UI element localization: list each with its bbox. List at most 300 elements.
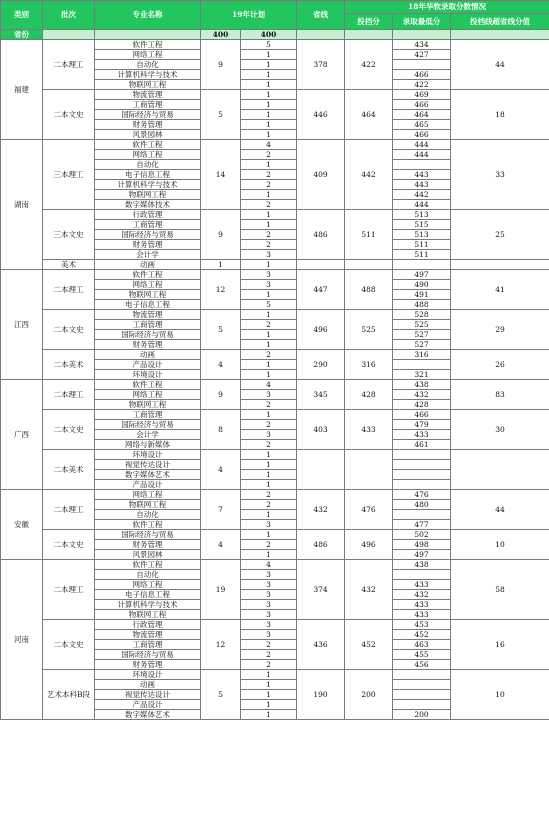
- major-name-cell: 物联网工程: [95, 610, 201, 620]
- plan-count-cell: 2: [241, 230, 297, 240]
- plan-count-cell: 2: [241, 540, 297, 550]
- province-line-cell: 446: [297, 90, 345, 140]
- batch-cell: 二本理工: [43, 380, 95, 410]
- diff-cell: 41: [451, 270, 549, 310]
- diff-cell: 29: [451, 310, 549, 350]
- min-score-cell: 452: [393, 630, 451, 640]
- major-name-cell: 自动化: [95, 570, 201, 580]
- diff-cell: 18: [451, 90, 549, 140]
- plan-total-cell: 5: [201, 90, 241, 140]
- plan-count-cell: 1: [241, 60, 297, 70]
- major-name-cell: 物联网工程: [95, 190, 201, 200]
- major-name-cell: 网络工程: [95, 50, 201, 60]
- province-line-cell: 403: [297, 410, 345, 450]
- min-score-cell: [393, 480, 451, 490]
- table-row: [1, 530, 549, 540]
- plan-count-cell: 1: [241, 210, 297, 220]
- plan-count-cell: 1: [241, 510, 297, 520]
- batch-cell: 二本文史: [43, 620, 95, 670]
- min-score-cell: 513: [393, 210, 451, 220]
- diff-cell: 10: [451, 670, 549, 720]
- plan-total-cell: 1: [201, 260, 241, 270]
- major-name-cell: 计算机科学与技术: [95, 180, 201, 190]
- header-2018-admission: 18年华软录取分数情况: [345, 1, 549, 14]
- header-category: 类别: [1, 1, 43, 30]
- major-name-cell: 产品设计: [95, 700, 201, 710]
- header-major: 专业名称: [95, 1, 201, 30]
- plan-count-cell: 1: [241, 700, 297, 710]
- major-name-cell: 自动化: [95, 60, 201, 70]
- plan-count-cell: 2: [241, 400, 297, 410]
- table-row: [1, 450, 549, 460]
- province-line-cell: 436: [297, 620, 345, 670]
- plan-count-cell: 1: [241, 680, 297, 690]
- plan-total-cell: 9: [201, 210, 241, 260]
- major-name-cell: 软件工程: [95, 40, 201, 50]
- plan-count-cell: 5: [241, 40, 297, 50]
- plan-count-cell: 1: [241, 260, 297, 270]
- diff-cell: 44: [451, 40, 549, 90]
- min-score-cell: 443: [393, 170, 451, 180]
- file-score-cell: 452: [345, 620, 393, 670]
- file-score-cell: 200: [345, 670, 393, 720]
- min-score-cell: [393, 690, 451, 700]
- province-line-cell: 345: [297, 380, 345, 410]
- min-score-cell: [393, 260, 451, 270]
- subtotal-plan-sum: 400: [241, 30, 297, 40]
- major-name-cell: 计算机科学与技术: [95, 600, 201, 610]
- major-name-cell: 物流管理: [95, 310, 201, 320]
- file-score-cell: 488: [345, 270, 393, 310]
- table-row: [1, 40, 549, 50]
- batch-cell: 艺术本科B段: [43, 670, 95, 720]
- plan-count-cell: 1: [241, 550, 297, 560]
- plan-count-cell: 2: [241, 350, 297, 360]
- min-score-cell: [393, 570, 451, 580]
- min-score-cell: 466: [393, 70, 451, 80]
- plan-count-cell: 3: [241, 590, 297, 600]
- major-name-cell: 产品设计: [95, 480, 201, 490]
- plan-total-cell: 4: [201, 350, 241, 380]
- batch-cell: 二本文史: [43, 310, 95, 350]
- min-score-cell: [393, 680, 451, 690]
- plan-count-cell: 1: [241, 160, 297, 170]
- plan-count-cell: 2: [241, 200, 297, 210]
- table-row: [1, 210, 549, 220]
- plan-count-cell: 2: [241, 650, 297, 660]
- major-name-cell: 环境设计: [95, 370, 201, 380]
- file-score-cell: 316: [345, 350, 393, 380]
- major-name-cell: 电子信息工程: [95, 170, 201, 180]
- major-name-cell: 行政管理: [95, 210, 201, 220]
- province-line-cell: [297, 260, 345, 270]
- min-score-cell: 466: [393, 130, 451, 140]
- batch-cell: 二本美术: [43, 350, 95, 380]
- major-name-cell: 软件工程: [95, 560, 201, 570]
- major-name-cell: 网络与新媒体: [95, 440, 201, 450]
- table-row: [1, 620, 549, 630]
- province-line-cell: [297, 450, 345, 490]
- subtotal-blank: [393, 30, 451, 40]
- major-name-cell: 网络工程: [95, 280, 201, 290]
- major-name-cell: 财务管理: [95, 540, 201, 550]
- min-score-cell: [393, 60, 451, 70]
- batch-cell: 二本文史: [43, 410, 95, 450]
- min-score-cell: 444: [393, 200, 451, 210]
- min-score-cell: 200: [393, 710, 451, 720]
- plan-count-cell: 2: [241, 320, 297, 330]
- major-name-cell: 软件工程: [95, 520, 201, 530]
- plan-count-cell: 2: [241, 660, 297, 670]
- major-name-cell: 财务管理: [95, 120, 201, 130]
- file-score-cell: 511: [345, 210, 393, 260]
- header-province-line: 省线: [297, 1, 345, 30]
- plan-count-cell: 2: [241, 440, 297, 450]
- major-name-cell: 国际经济与贸易: [95, 530, 201, 540]
- min-score-cell: 527: [393, 340, 451, 350]
- province-line-cell: 486: [297, 210, 345, 260]
- major-name-cell: 物流管理: [95, 90, 201, 100]
- major-name-cell: 软件工程: [95, 270, 201, 280]
- diff-cell: 10: [451, 530, 549, 560]
- major-name-cell: 国际经济与贸易: [95, 420, 201, 430]
- min-score-cell: 491: [393, 290, 451, 300]
- file-score-cell: 432: [345, 560, 393, 620]
- header-batch: 批次: [43, 1, 95, 30]
- min-score-cell: [393, 160, 451, 170]
- file-score-cell: 442: [345, 140, 393, 210]
- major-name-cell: 会计学: [95, 250, 201, 260]
- plan-total-cell: 5: [201, 310, 241, 350]
- min-score-cell: 432: [393, 390, 451, 400]
- diff-cell: 25: [451, 210, 549, 260]
- plan-count-cell: 1: [241, 690, 297, 700]
- major-name-cell: 动画: [95, 350, 201, 360]
- plan-count-cell: 1: [241, 310, 297, 320]
- plan-count-cell: 3: [241, 270, 297, 280]
- file-score-cell: 428: [345, 380, 393, 410]
- major-name-cell: 行政管理: [95, 620, 201, 630]
- min-score-cell: 434: [393, 40, 451, 50]
- header-diff: 投档线超省线分值: [451, 14, 549, 30]
- plan-count-cell: 1: [241, 670, 297, 680]
- plan-count-cell: 1: [241, 340, 297, 350]
- file-score-cell: [345, 260, 393, 270]
- major-name-cell: 风景园林: [95, 550, 201, 560]
- file-score-cell: 525: [345, 310, 393, 350]
- plan-total-cell: 9: [201, 380, 241, 410]
- file-score-cell: 496: [345, 530, 393, 560]
- plan-count-cell: 1: [241, 470, 297, 480]
- min-score-cell: 502: [393, 530, 451, 540]
- province-line-cell: 409: [297, 140, 345, 210]
- min-score-cell: 466: [393, 100, 451, 110]
- subtotal-blank: [43, 30, 95, 40]
- min-score-cell: 515: [393, 220, 451, 230]
- subtotal-blank: [297, 30, 345, 40]
- plan-count-cell: 1: [241, 410, 297, 420]
- diff-cell: 26: [451, 350, 549, 380]
- min-score-cell: 427: [393, 50, 451, 60]
- plan-total-cell: 4: [201, 450, 241, 490]
- min-score-cell: 490: [393, 280, 451, 290]
- table-row: [1, 90, 549, 100]
- table-row: [1, 380, 549, 390]
- province-line-cell: 447: [297, 270, 345, 310]
- plan-count-cell: 3: [241, 620, 297, 630]
- major-name-cell: 视觉传达设计: [95, 460, 201, 470]
- plan-total-cell: 14: [201, 140, 241, 210]
- province-cell: 广西: [1, 380, 43, 490]
- table-row: [1, 310, 549, 320]
- province-cell: 河南: [1, 560, 43, 720]
- min-score-cell: 455: [393, 650, 451, 660]
- min-score-cell: [393, 670, 451, 680]
- batch-cell: 二本文史: [43, 90, 95, 140]
- province-cell: 江西: [1, 270, 43, 380]
- plan-count-cell: 3: [241, 570, 297, 580]
- major-name-cell: 环境设计: [95, 450, 201, 460]
- province-cell: 湖南: [1, 140, 43, 270]
- major-name-cell: 工商管理: [95, 640, 201, 650]
- major-name-cell: 网络工程: [95, 390, 201, 400]
- min-score-cell: [393, 460, 451, 470]
- min-score-cell: 433: [393, 610, 451, 620]
- province-cell: 安徽: [1, 490, 43, 560]
- plan-total-cell: 19: [201, 560, 241, 620]
- plan-count-cell: 4: [241, 140, 297, 150]
- province-line-cell: 190: [297, 670, 345, 720]
- plan-count-cell: 3: [241, 390, 297, 400]
- plan-count-cell: 1: [241, 370, 297, 380]
- diff-cell: 83: [451, 380, 549, 410]
- file-score-cell: 422: [345, 40, 393, 90]
- min-score-cell: 480: [393, 500, 451, 510]
- min-score-cell: 444: [393, 140, 451, 150]
- min-score-cell: 511: [393, 240, 451, 250]
- province-line-cell: 290: [297, 350, 345, 380]
- plan-count-cell: 1: [241, 130, 297, 140]
- plan-count-cell: 5: [241, 300, 297, 310]
- major-name-cell: 网络工程: [95, 490, 201, 500]
- subtotal-blank: [95, 30, 201, 40]
- plan-count-cell: 1: [241, 190, 297, 200]
- major-name-cell: 风景园林: [95, 130, 201, 140]
- min-score-cell: 438: [393, 380, 451, 390]
- major-name-cell: 数字媒体艺术: [95, 470, 201, 480]
- header-file-score: 投档分: [345, 14, 393, 30]
- major-name-cell: 国际经济与贸易: [95, 330, 201, 340]
- batch-cell: 三本文史: [43, 210, 95, 260]
- major-name-cell: 会计学: [95, 430, 201, 440]
- table-row: [1, 270, 549, 280]
- min-score-cell: 497: [393, 270, 451, 280]
- major-name-cell: 物联网工程: [95, 290, 201, 300]
- file-score-cell: 464: [345, 90, 393, 140]
- diff-cell: [451, 450, 549, 490]
- min-score-cell: 433: [393, 580, 451, 590]
- file-score-cell: 433: [345, 410, 393, 450]
- table-row: [1, 140, 549, 150]
- min-score-cell: 527: [393, 330, 451, 340]
- plan-total-cell: 12: [201, 270, 241, 310]
- plan-count-cell: 1: [241, 360, 297, 370]
- major-name-cell: 财务管理: [95, 340, 201, 350]
- province-cell: 福建: [1, 40, 43, 140]
- batch-cell: 三本理工: [43, 140, 95, 210]
- batch-cell: 二本理工: [43, 40, 95, 90]
- plan-count-cell: 1: [241, 80, 297, 90]
- diff-cell: 58: [451, 560, 549, 620]
- min-score-cell: 463: [393, 640, 451, 650]
- plan-total-cell: 4: [201, 530, 241, 560]
- min-score-cell: 511: [393, 250, 451, 260]
- min-score-cell: [393, 700, 451, 710]
- min-score-cell: 469: [393, 90, 451, 100]
- major-name-cell: 动画: [95, 260, 201, 270]
- min-score-cell: 422: [393, 80, 451, 90]
- major-name-cell: 物联网工程: [95, 500, 201, 510]
- min-score-cell: [393, 510, 451, 520]
- table-row: [1, 260, 549, 270]
- min-score-cell: 513: [393, 230, 451, 240]
- plan-count-cell: 1: [241, 70, 297, 80]
- batch-cell: 二本美术: [43, 450, 95, 490]
- batch-cell: 二本理工: [43, 490, 95, 530]
- plan-count-cell: 2: [241, 240, 297, 250]
- province-line-cell: 378: [297, 40, 345, 90]
- table-row: [1, 490, 549, 500]
- plan-total-cell: 7: [201, 490, 241, 530]
- min-score-cell: 444: [393, 150, 451, 160]
- major-name-cell: 软件工程: [95, 380, 201, 390]
- min-score-cell: 442: [393, 190, 451, 200]
- major-name-cell: 动画: [95, 680, 201, 690]
- plan-count-cell: 2: [241, 170, 297, 180]
- plan-count-cell: 2: [241, 180, 297, 190]
- plan-count-cell: 1: [241, 450, 297, 460]
- major-name-cell: 网络工程: [95, 580, 201, 590]
- min-score-cell: 438: [393, 560, 451, 570]
- major-name-cell: 数字媒体技术: [95, 200, 201, 210]
- header-plan-2019: 19年计划: [201, 1, 297, 30]
- min-score-cell: 428: [393, 400, 451, 410]
- plan-count-cell: 3: [241, 580, 297, 590]
- plan-total-cell: 9: [201, 40, 241, 90]
- min-score-cell: 464: [393, 110, 451, 120]
- major-name-cell: 环境设计: [95, 670, 201, 680]
- plan-count-cell: 3: [241, 430, 297, 440]
- plan-count-cell: 3: [241, 600, 297, 610]
- plan-count-cell: 1: [241, 100, 297, 110]
- plan-count-cell: 3: [241, 630, 297, 640]
- major-name-cell: 财务管理: [95, 240, 201, 250]
- min-score-cell: 476: [393, 490, 451, 500]
- major-name-cell: 物流管理: [95, 630, 201, 640]
- min-score-cell: 465: [393, 120, 451, 130]
- plan-count-cell: 3: [241, 250, 297, 260]
- major-name-cell: 物联网工程: [95, 400, 201, 410]
- plan-count-cell: 1: [241, 330, 297, 340]
- plan-count-cell: 4: [241, 560, 297, 570]
- plan-total-cell: 12: [201, 620, 241, 670]
- major-name-cell: 物联网工程: [95, 80, 201, 90]
- subtotal-label: 省份: [1, 30, 43, 40]
- plan-count-cell: 1: [241, 90, 297, 100]
- major-name-cell: 工商管理: [95, 410, 201, 420]
- plan-count-cell: 1: [241, 120, 297, 130]
- diff-cell: 16: [451, 620, 549, 670]
- min-score-cell: [393, 360, 451, 370]
- min-score-cell: 477: [393, 520, 451, 530]
- plan-count-cell: 1: [241, 460, 297, 470]
- subtotal-blank: [451, 30, 549, 40]
- plan-total-cell: 8: [201, 410, 241, 450]
- major-name-cell: 工商管理: [95, 220, 201, 230]
- plan-count-cell: 2: [241, 420, 297, 430]
- table-row: [1, 410, 549, 420]
- subtotal-blank: [345, 30, 393, 40]
- plan-count-cell: 3: [241, 520, 297, 530]
- plan-count-cell: 2: [241, 150, 297, 160]
- major-name-cell: 数字媒体艺术: [95, 710, 201, 720]
- plan-count-cell: 1: [241, 530, 297, 540]
- diff-cell: 30: [451, 410, 549, 450]
- min-score-cell: 479: [393, 420, 451, 430]
- province-line-cell: 374: [297, 560, 345, 620]
- min-score-cell: 456: [393, 660, 451, 670]
- diff-cell: [451, 260, 549, 270]
- major-name-cell: 工商管理: [95, 100, 201, 110]
- batch-cell: 二本理工: [43, 270, 95, 310]
- plan-count-cell: 3: [241, 610, 297, 620]
- province-line-cell: 486: [297, 530, 345, 560]
- major-name-cell: 产品设计: [95, 360, 201, 370]
- min-score-cell: 498: [393, 540, 451, 550]
- major-name-cell: 网络工程: [95, 150, 201, 160]
- batch-cell: 二本理工: [43, 560, 95, 620]
- min-score-cell: 466: [393, 410, 451, 420]
- plan-count-cell: 1: [241, 50, 297, 60]
- min-score-cell: 525: [393, 320, 451, 330]
- plan-count-cell: 1: [241, 290, 297, 300]
- batch-cell: 美术: [43, 260, 95, 270]
- min-score-cell: [393, 470, 451, 480]
- plan-count-cell: 1: [241, 220, 297, 230]
- table-row: [1, 670, 549, 680]
- min-score-cell: 433: [393, 600, 451, 610]
- min-score-cell: 488: [393, 300, 451, 310]
- min-score-cell: 316: [393, 350, 451, 360]
- major-name-cell: 自动化: [95, 510, 201, 520]
- plan-count-cell: 2: [241, 490, 297, 500]
- diff-cell: 44: [451, 490, 549, 530]
- plan-count-cell: 1: [241, 710, 297, 720]
- major-name-cell: 自动化: [95, 160, 201, 170]
- major-name-cell: 计算机科学与技术: [95, 70, 201, 80]
- major-name-cell: 软件工程: [95, 140, 201, 150]
- major-name-cell: 电子信息工程: [95, 300, 201, 310]
- province-line-cell: 496: [297, 310, 345, 350]
- plan-count-cell: 3: [241, 280, 297, 290]
- min-score-cell: 528: [393, 310, 451, 320]
- major-name-cell: 工商管理: [95, 320, 201, 330]
- min-score-cell: 443: [393, 180, 451, 190]
- plan-total-cell: 5: [201, 670, 241, 720]
- table-row: [1, 560, 549, 570]
- batch-cell: 二本文史: [43, 530, 95, 560]
- min-score-cell: 461: [393, 440, 451, 450]
